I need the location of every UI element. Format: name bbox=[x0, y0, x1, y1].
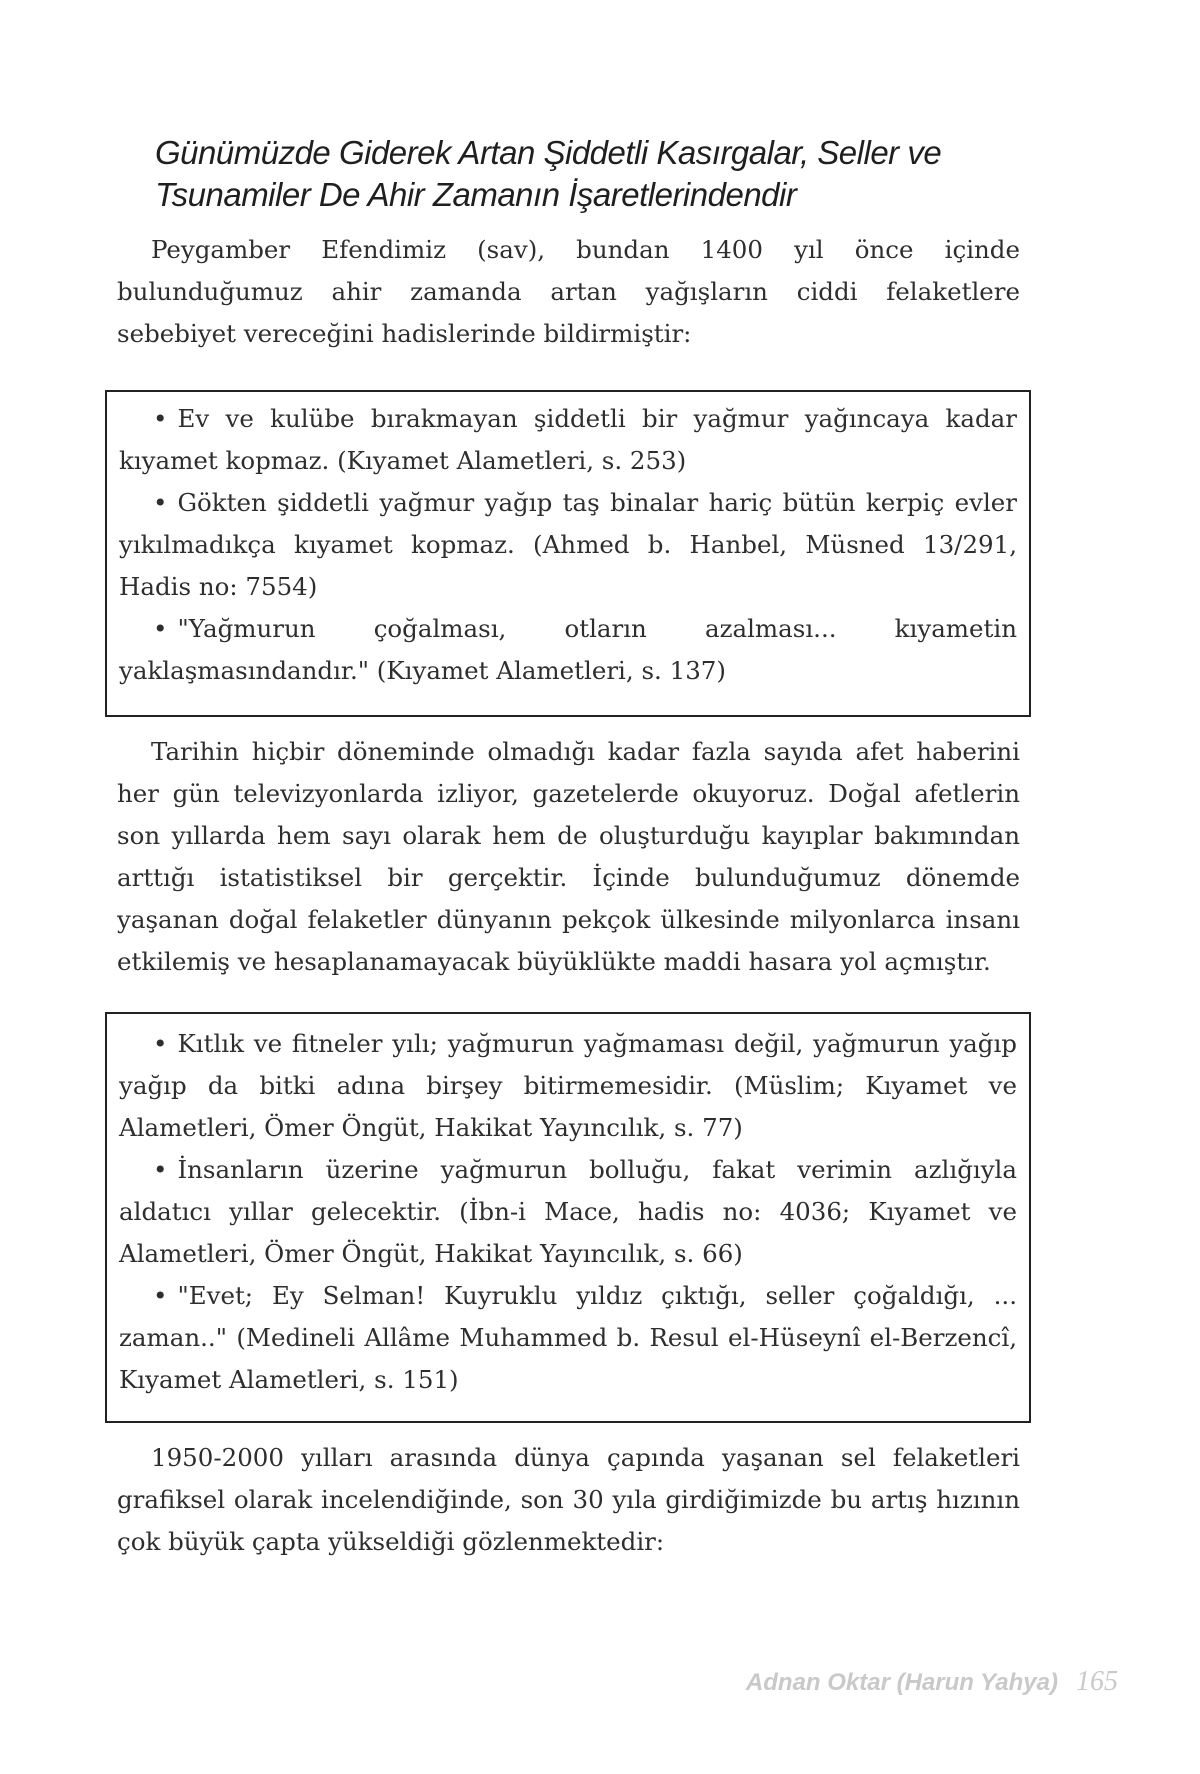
body-paragraph-block-2 bbox=[117, 731, 1020, 983]
bullet-icon: • bbox=[153, 1029, 168, 1058]
intro-paragraph-block bbox=[117, 229, 1020, 355]
hadith-item-text: İnsanların üzerine yağmurun bolluğu, fakat verimin azlığıyla aldatıcı yıllar gelecektir. (İbn-i Mace, hadis no: 4036; Kıyamet ve Alametleri, Ömer Öngüt, Hakikat Yayıncılık, s. 66) bbox=[119, 1155, 1017, 1268]
hadith-quote-box-1 bbox=[105, 390, 1031, 717]
bullet-icon: • bbox=[153, 1281, 168, 1310]
hadith-item bbox=[119, 608, 1017, 692]
section-heading-line-1: Günümüzde Giderek Artan Şiddetli Kasırgalar, Seller ve bbox=[155, 134, 942, 171]
footer-author: Adnan Oktar (Harun Yahya) bbox=[745, 1669, 1058, 1696]
hadith-item bbox=[119, 1275, 1017, 1401]
hadith-item-text: Kıtlık ve fitneler yılı; yağmurun yağmaması değil, yağmurun yağıp yağıp da bitki adına birşey bitirmemesidir. (Müslim; Kıyamet ve Alametleri, Ömer Öngüt, Hakikat Yayıncılık, s. 77) bbox=[119, 1029, 1017, 1142]
section-heading-line-2: Tsunamiler De Ahir Zamanın İşaretlerindendir bbox=[155, 176, 797, 213]
page-footer bbox=[746, 1666, 1118, 1698]
hadith-item bbox=[119, 482, 1017, 608]
bullet-icon: • bbox=[153, 404, 168, 433]
hadith-quote-box-2 bbox=[105, 1012, 1031, 1423]
hadith-item-text: "Evet; Ey Selman! Kuyruklu yıldız çıktığı, seller çoğaldığı, ... zaman.." (Medineli Allâme Muhammed b. Resul el-Hüseynî el-Berzencî, Kıyamet Alametleri, s. 151) bbox=[119, 1281, 1017, 1394]
body-paragraph: 1950-2000 yılları arasında dünya çapında yaşanan sel felaketleri grafiksel olarak incelendiğinde, son 30 yıla girdiğimizde bu artış hızının çok büyük çapta yükseldiği gözlenmektedir: bbox=[117, 1443, 1020, 1556]
hadith-item bbox=[119, 1149, 1017, 1275]
page-number: 165 bbox=[1076, 1666, 1118, 1697]
body-paragraph-block-3 bbox=[117, 1437, 1020, 1563]
hadith-item-text: "Yağmurun çoğalması, otların azalması... kıyametin yaklaşmasındandır." (Kıyamet Alametleri, s. 137) bbox=[119, 614, 1017, 685]
section-heading bbox=[155, 132, 1055, 216]
bullet-icon: • bbox=[153, 488, 168, 517]
bullet-icon: • bbox=[153, 1155, 168, 1184]
bullet-icon: • bbox=[153, 614, 168, 643]
hadith-item-text: Gökten şiddetli yağmur yağıp taş binalar hariç bütün kerpiç evler yıkılmadıkça kıyamet kopmaz. (Ahmed b. Hanbel, Müsned 13/291, Hadis no: 7554) bbox=[119, 488, 1017, 601]
hadith-item-text: Ev ve kulübe bırakmayan şiddetli bir yağmur yağıncaya kadar kıyamet kopmaz. (Kıyamet Alametleri, s. 253) bbox=[119, 404, 1017, 475]
hadith-item bbox=[119, 398, 1017, 482]
hadith-item bbox=[119, 1023, 1017, 1149]
body-paragraph: Tarihin hiçbir döneminde olmadığı kadar fazla sayıda afet haberini her gün televizyonlarda izliyor, gazetelerde okuyoruz. Doğal afetlerin son yıllarda hem sayı olarak hem de oluşturduğu kayıplar bakımından arttığı istatistiksel bir gerçektir. İçinde bulunduğumuz dönemde yaşanan doğal felaketler dünyanın pekçok ülkesinde milyonlarca insanı etkilemiş ve hesaplanamayacak büyüklükte maddi hasara yol açmıştır. bbox=[117, 737, 1020, 976]
intro-paragraph: Peygamber Efendimiz (sav), bundan 1400 yıl önce içinde bulunduğumuz ahir zamanda artan yağışların ciddi felaketlere sebebiyet vereceğini hadislerinde bildirmiştir: bbox=[117, 235, 1020, 348]
